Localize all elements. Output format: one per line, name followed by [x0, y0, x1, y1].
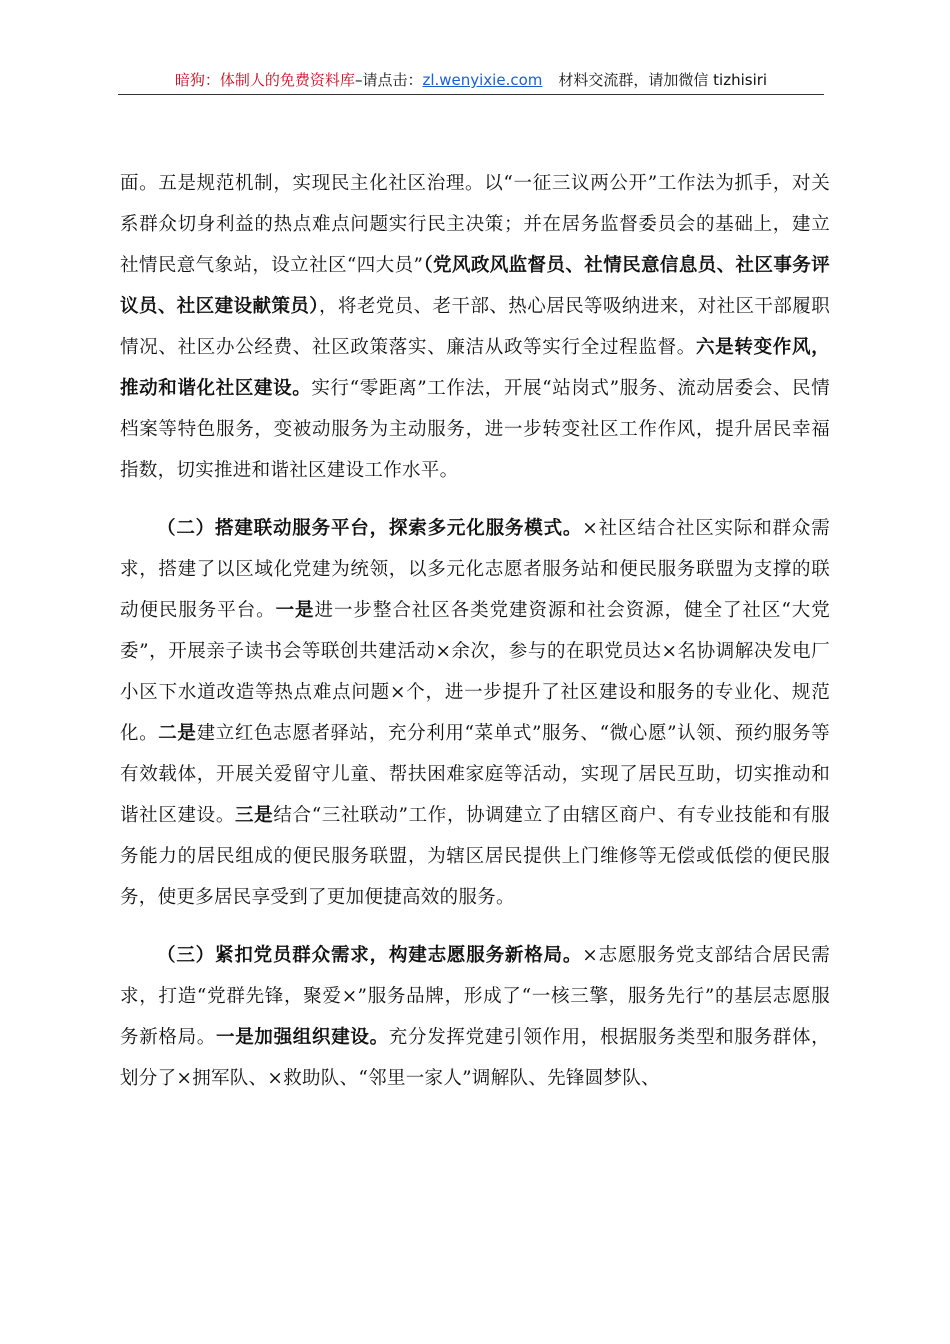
p1-bold-list: （党风政风监督员、社情民意信息员、社区事务评议员、社区建设献策员）: [120, 255, 830, 317]
p2-text-c: 建立红色志愿者驿站，充分利用“菜单式”服务、“微心愿”认领、预约服务等有效载体，开展关爱留守儿童、帮扶困难家庭等活动，实现了居民互助，切实推动和谐社区建设。: [120, 723, 830, 826]
page-header: [118, 70, 824, 90]
p1-text-b: ，将老党员、老干部、热心居民等吸纳进来，对社区干部履职情况、社区办公经费、社区政策落实、廉洁从政等实行全过程监督。: [120, 296, 830, 358]
p2-text-b: 进一步整合社区各类党建资源和社会资源，健全了社区“大党委”，开展亲子读书会等联创共建活动×余次，参与的在职党员达×名协调解决发电厂小区下水道改造等热点难点问题×个，进一步提升了社区建设和服务的专业化、规范化。: [120, 600, 830, 744]
header-prompt: –请点击：: [354, 71, 423, 89]
header-link[interactable]: zl.wenyixie.com: [422, 71, 543, 89]
p2-section-heading: （二）搭建联动服务平台，探索多元化服务模式。: [157, 518, 583, 539]
header-divider: [118, 94, 824, 95]
header-site-name: 暗狗：体制人的免费资料库: [174, 71, 355, 89]
header-group-text: 材料交流群，请加微信 tizhisiri: [558, 71, 768, 89]
p1-text-a: 面。五是规范机制，实现民主化社区治理。以“一征三议两公开”工作法为抓手，对关系群众切身利益的热点难点问题实行民主决策；并在居务监督委员会的基础上，建立社情民意气象站，设立社区“四大员”: [120, 173, 830, 276]
p2-point-one-label: 一是: [275, 600, 315, 621]
p2-text-d: 结合“三社联动”工作，协调建立了由辖区商户、有专业技能和有服务能力的居民组成的便民服务联盟，为辖区居民提供上门维修等无偿或低偿的便民服务，使更多居民享受到了更加便捷高效的服务。: [120, 805, 830, 908]
p2-point-two-label: 二是: [158, 723, 197, 744]
paragraph-1: [120, 163, 830, 491]
p1-bold-heading-six: 六是转变作风，推动和谐化社区建设。: [120, 337, 830, 399]
paragraph-2: [120, 508, 830, 918]
p3-section-heading: （三）紧扣党员群众需求，构建志愿服务新格局。: [157, 945, 583, 966]
p2-point-three-label: 三是: [235, 805, 274, 826]
document-body: [120, 163, 830, 1116]
p3-text-a: ×志愿服务党支部结合居民需求，打造“党群先锋，聚爱×”服务品牌，形成了“一核三擎，服务先行”的基层志愿服务新格局。: [120, 945, 830, 1048]
p3-point-one-label: 一是加强组织建设。: [216, 1027, 389, 1048]
p3-text-b: 充分发挥党建引领作用，根据服务类型和服务群体，划分了×拥军队、×救助队、“邻里一家人”调解队、先锋圆梦队、: [120, 1027, 830, 1089]
paragraph-3: [120, 935, 830, 1099]
p1-text-c: 实行“零距离”工作法，开展“站岗式”服务、流动居委会、民情档案等特色服务，变被动服务为主动服务，进一步转变社区工作作风，提升居民幸福指数，切实推进和谐社区建设工作水平。: [120, 378, 830, 481]
p2-text-a: ×社区结合社区实际和群众需求，搭建了以区域化党建为统领，以多元化志愿者服务站和便民服务联盟为支撑的联动便民服务平台。: [120, 518, 830, 621]
